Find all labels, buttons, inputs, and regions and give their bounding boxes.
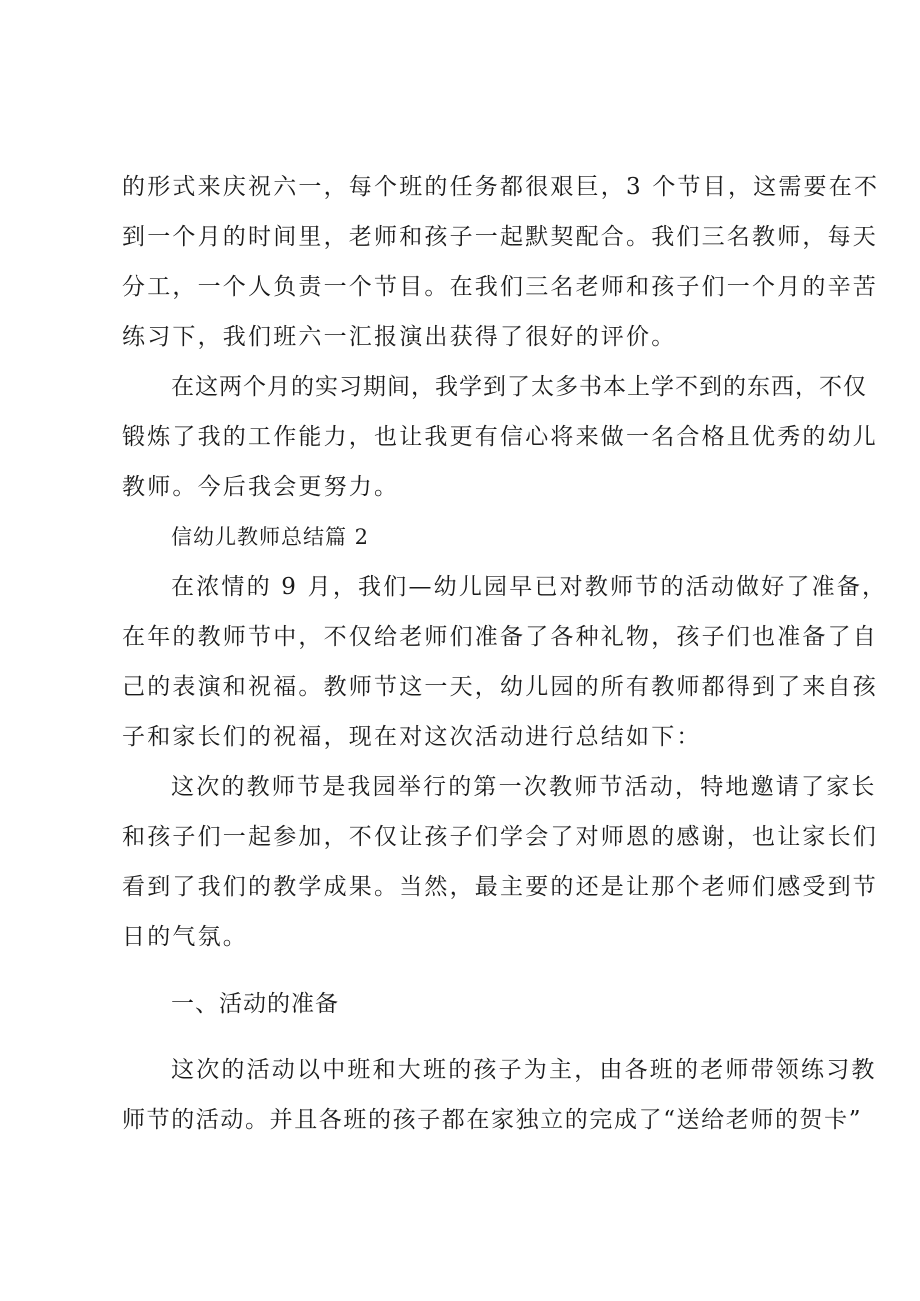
paragraph-1-line-2: 到一个月的时间里，老师和孩子一起默契配合。我们三名教师，每天 xyxy=(122,224,878,250)
paragraph-1-line-4: 练习下，我们班六一汇报演出获得了很好的评价。 xyxy=(122,324,677,350)
paragraph-4-line-3: 看到了我们的教学成果。当然，最主要的还是让那个老师们感受到节 xyxy=(122,874,878,900)
paragraph-2-line-2: 锻炼了我的工作能力，也让我更有信心将来做一名合格且优秀的幼儿 xyxy=(122,424,878,450)
paragraph-4-line-4: 日的气氛。 xyxy=(122,924,248,950)
paragraph-1-line-1: 的形式来庆祝六一，每个班的任务都很艰巨，3 个节目，这需要在不 xyxy=(122,174,880,200)
paragraph-5-line-2: 师节的活动。并且各班的孩子都在家独立的完成了“送给老师的贺卡” xyxy=(122,1107,863,1133)
paragraph-1-line-3: 分工，一个人负责一个节目。在我们三名老师和孩子们一个月的辛苦 xyxy=(122,274,878,300)
paragraph-3-line-4: 子和家长们的祝福，现在对这次活动进行总结如下： xyxy=(122,724,702,750)
paragraph-2-line-1: 在这两个月的实习期间，我学到了太多书本上学不到的东西，不仅 xyxy=(171,374,867,400)
paragraph-5-line-1: 这次的活动以中班和大班的孩子为主，由各班的老师带领练习教 xyxy=(171,1057,877,1083)
paragraph-4-line-2: 和孩子们一起参加，不仅让孩子们学会了对师恩的感谢，也让家长们 xyxy=(122,824,878,850)
paragraph-3-line-2: 在年的教师节中，不仅给老师们准备了各种礼物，孩子们也准备了自 xyxy=(122,624,878,650)
section-heading: 信幼儿教师总结篇 2 xyxy=(171,525,370,549)
section-1-title: 一、活动的准备 xyxy=(171,991,339,1017)
paragraph-3-line-3: 己的表演和祝福。教师节这一天，幼儿园的所有教师都得到了来自孩 xyxy=(122,674,878,700)
paragraph-3-line-1: 在浓情的 9 月，我们—幼儿园早已对教师节的活动做好了准备， xyxy=(171,574,888,600)
paragraph-2-line-3: 教师。今后我会更努力。 xyxy=(122,474,400,500)
paragraph-4-line-1: 这次的教师节是我园举行的第一次教师节活动，特地邀请了家长 xyxy=(171,774,877,800)
